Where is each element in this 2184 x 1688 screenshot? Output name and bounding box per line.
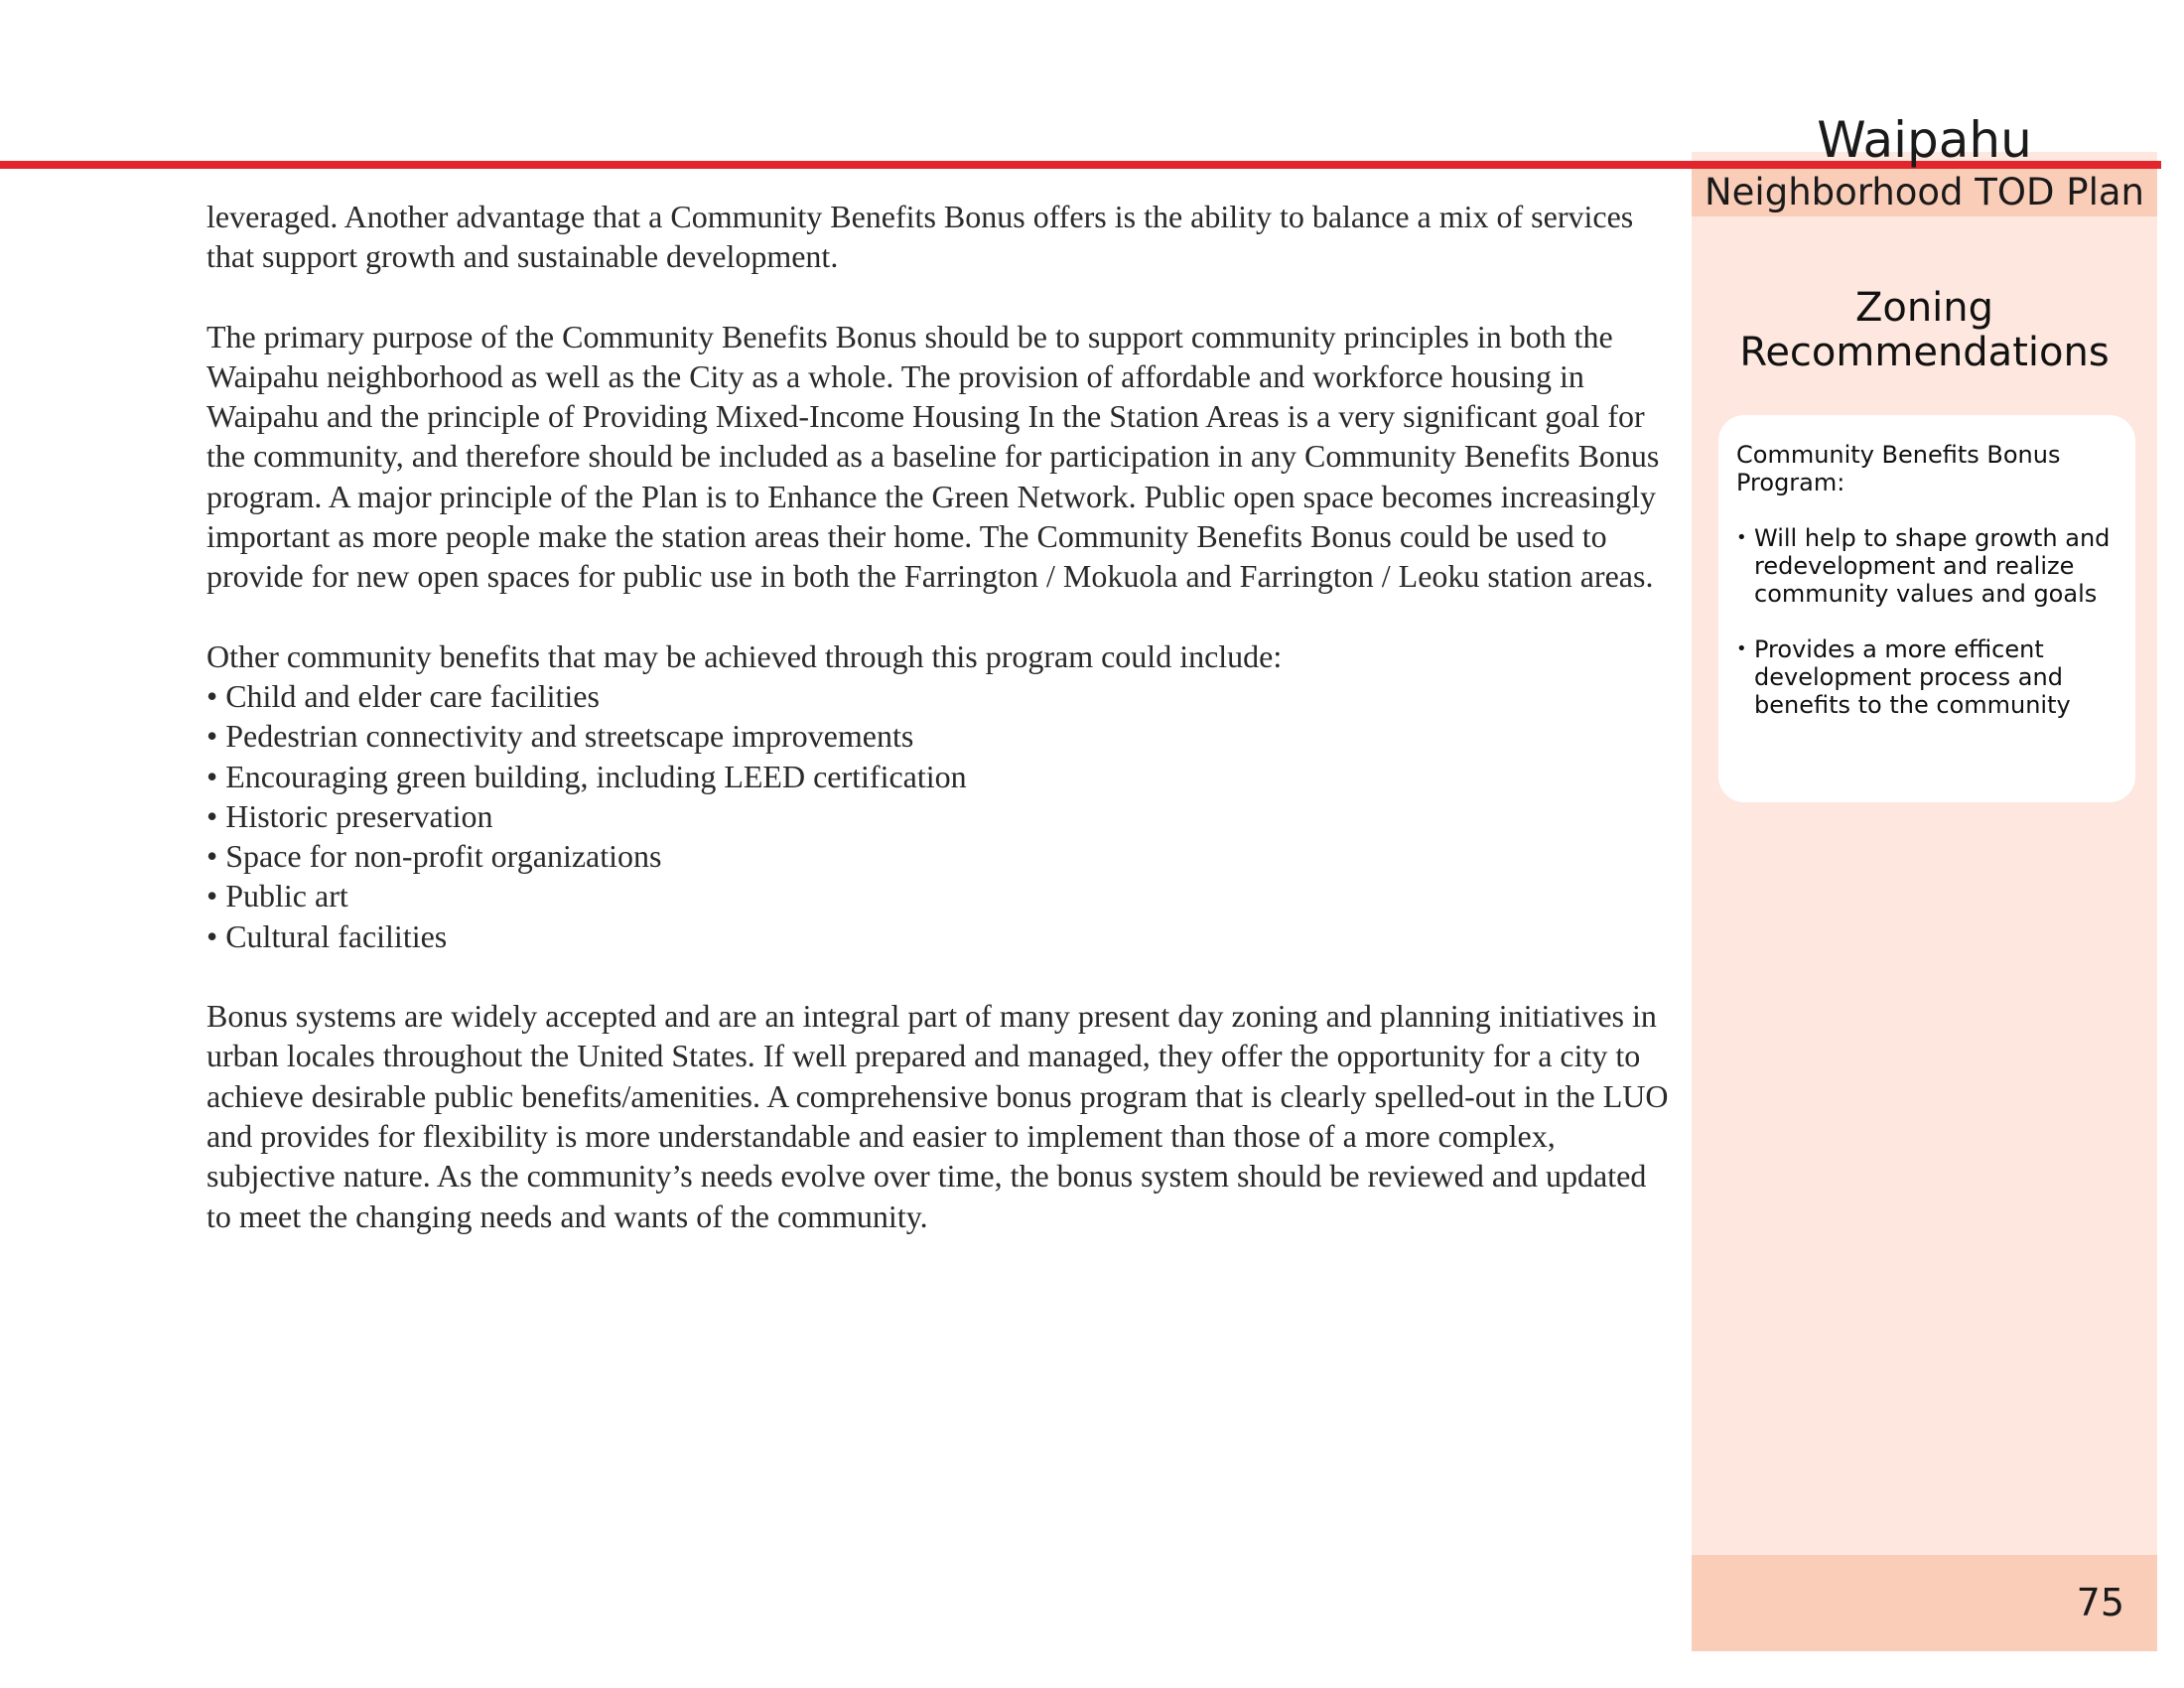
callout-heading: Community Benefits Bonus Program: [1736,441,2061,496]
body-paragraph: The primary purpose of the Community Benefits Bonus should be to support community principles in both the Waipahu neighborhood as well as the City as a whole. The provision of affordable and workforce housing in Waipahu and the principle of Providing Mixed-Income Housing In the Station Areas is a very significant goal for the community, and therefore should be included as a baseline for participation in any Community Benefits Bonus program. A major principle of the Plan is to Enhance the Green Network. Public open space becomes increasingly important as more people make the station areas their home. The Community Benefits Bonus could be used to provide for new open spaces for public use in both the Farrington / Mokuola and Farrington / Leoku station areas. [206,318,1660,595]
callout-item: • Provides a more efficent development process and benefits to the community [1736,635,2119,719]
list-item: • Encouraging green building, including LEED certification [206,757,1676,796]
benefits-intro: Other community benefits that may be achieved through this program could include: [206,637,1283,674]
body-paragraph: leveraged. Another advantage that a Community Benefits Bonus offers is the ability to balance a mix of services that support growth and sustainable development. [206,199,1634,275]
document-title: Waipahu [1817,111,2032,169]
document-subtitle: Neighborhood TOD Plan [1704,171,2144,213]
page-number: 75 [2076,1581,2124,1624]
callout-list [1736,524,2119,719]
list-item: • Child and elder care facilities [206,676,1676,716]
list-item: • Cultural facilities [206,916,1676,956]
callout-box [1718,415,2135,802]
list-item: • Historic preservation [206,796,1676,836]
list-item: • Public art [206,876,1676,915]
section-title: Zoning Recommendations [1739,285,2110,375]
sidebar-panel [1692,152,2157,1651]
main-text-column [206,197,1676,1276]
benefits-list [206,676,1676,956]
list-item: • Pedestrian connectivity and streetscape improvements [206,716,1676,756]
list-item: • Space for non-profit organizations [206,836,1676,876]
closing-paragraph: Bonus systems are widely accepted and are an integral part of many present day zoning and planning initiatives in urban locales throughout the United States. If well prepared and managed, they offer the opportunity for a city to achieve desirable public benefits/amenities. A comprehensive bonus program that is clearly spelled-out in the LUO and provides for flexibility is more understandable and easier to implement than those of a more complex, subjective nature. As the community’s needs evolve over time, the bonus system should be reviewed and updated to meet the changing needs and wants of the community. [206,998,1669,1234]
callout-item: • Will help to shape growth and redevelopment and realize community values and goals [1736,524,2119,608]
